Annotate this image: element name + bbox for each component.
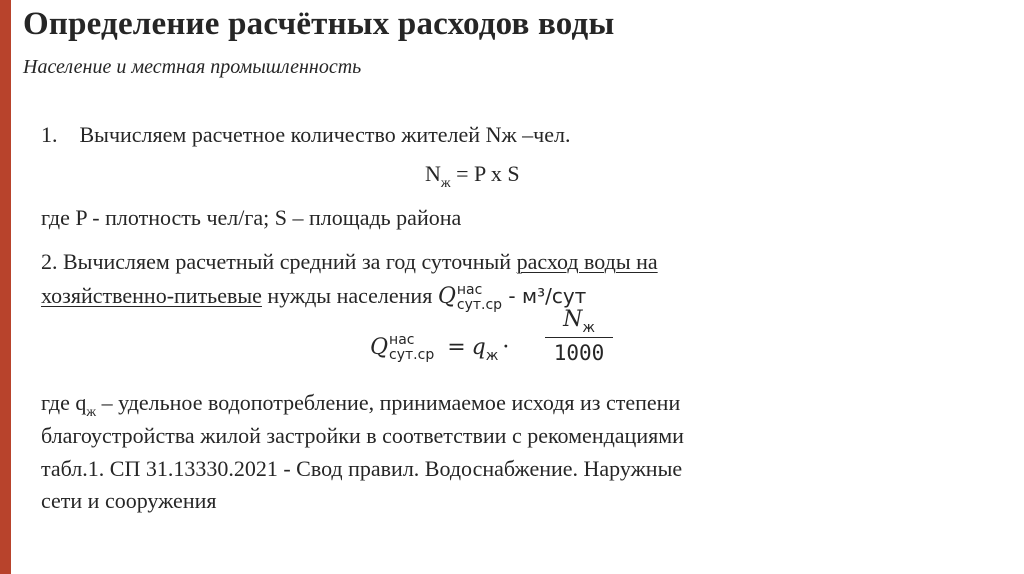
formula-2-q-sub2: ж bbox=[485, 348, 499, 364]
item-2-q-symbol: Q bbox=[437, 284, 456, 310]
item-1-text: Вычисляем расчетное количество жителей Nж –чел. bbox=[79, 122, 571, 147]
item-2-line-1 bbox=[41, 249, 658, 275]
item-2-underlined-2: хозяйственно-питьевые bbox=[41, 283, 262, 309]
formula-2-num: N bbox=[563, 307, 583, 332]
item-1-number: 1. bbox=[41, 122, 58, 147]
formula-2-lhs bbox=[370, 333, 509, 363]
explanation-sub: ж bbox=[86, 405, 97, 420]
formula-2-denominator: 1000 bbox=[553, 341, 605, 365]
accent-bar bbox=[0, 0, 11, 574]
fraction-bar bbox=[545, 337, 613, 338]
item-2-prefix: 2. Вычисляем расчетный средний за год суточный bbox=[41, 249, 517, 274]
item-2-q-sup: нас bbox=[456, 282, 483, 298]
formula-2-q-sup: нас bbox=[389, 332, 415, 348]
page-title: Определение расчётных расходов воды bbox=[23, 6, 615, 42]
formula-2-q-sub: сут.ср bbox=[389, 347, 435, 363]
formula-1-lhs-sub: ж bbox=[440, 176, 451, 191]
item-2-q-sub: сут.ср bbox=[456, 297, 503, 313]
item-2-underlined-1: расход воды на bbox=[516, 249, 658, 274]
formula-2-numerator bbox=[545, 307, 613, 335]
explanation-prefix: где q bbox=[41, 390, 87, 415]
item-1 bbox=[41, 122, 570, 148]
subtitle: Население и местная промышленность bbox=[23, 56, 362, 78]
formula-2-fraction bbox=[545, 307, 613, 366]
explanation-line-2: благоустройства жилой застройки в соответствии с рекомендациями bbox=[41, 423, 684, 448]
formula-1-rhs: = P x S bbox=[456, 161, 520, 186]
formula-2-q-indices bbox=[389, 333, 434, 363]
formula-2-q: q bbox=[471, 335, 486, 360]
formula-2-num-sub: ж bbox=[582, 320, 595, 336]
explanation-line-4: сети и сооружения bbox=[41, 488, 217, 513]
item-2-line-2 bbox=[41, 283, 586, 313]
formula-2-dot: · bbox=[502, 335, 510, 360]
formula-1 bbox=[425, 161, 520, 191]
formula-2-q-symbol: Q bbox=[370, 335, 389, 360]
item-2-q-indices bbox=[457, 283, 502, 313]
formula-1-lhs: N bbox=[425, 161, 441, 186]
explanation-rest: – удельное водопотребление, принимаемое исходя из степени bbox=[96, 390, 681, 415]
explanation-line-1 bbox=[41, 390, 680, 420]
formula-2-equals: = bbox=[447, 335, 466, 360]
where-1: где P - плотность чел/га; S – площадь района bbox=[41, 205, 462, 230]
explanation-line-3: табл.1. СП 31.13330.2021 - Свод правил. Водоснабжение. Наружные bbox=[41, 456, 683, 481]
item-2-unit: - м³/сут bbox=[502, 284, 587, 309]
item-2-suffix: нужды населения bbox=[261, 283, 438, 309]
